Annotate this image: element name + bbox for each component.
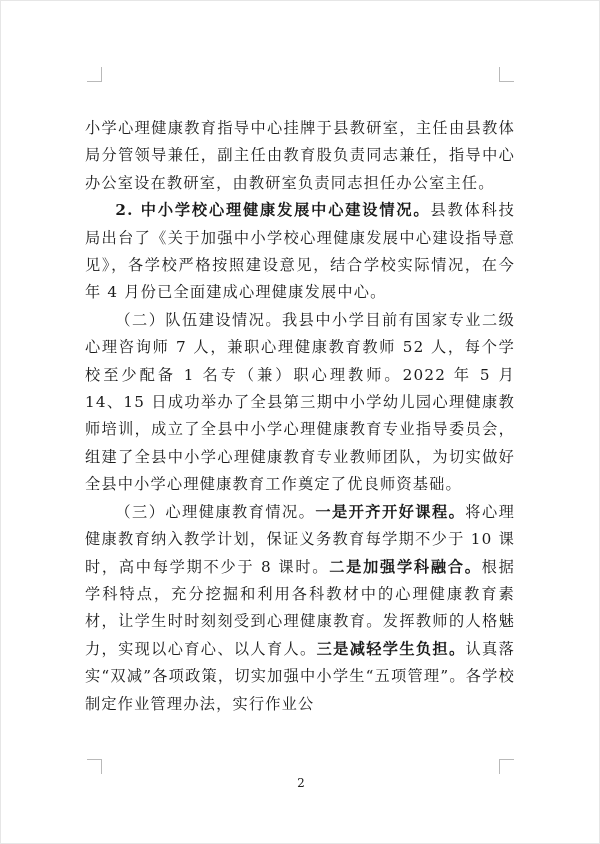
bold-heading: 三是减轻学生负担。 [316, 639, 466, 658]
bold-heading: 二是加强学科融合。 [329, 557, 482, 576]
bold-heading: 一是开齐开好课程。 [315, 502, 466, 521]
section-heading: （二）队伍建设情况。 [115, 310, 283, 329]
crop-mark-top-left [87, 67, 102, 82]
text-run: 我县中小学目前有国家专业二级心理咨询师 7 人，兼职心理健康教育教师 52 人，每个学校至少配备 1 名专（兼）职心理教师。2022 年 5 月 14、15 日成功举办了全县第三期中小学幼儿园心理健康教师培训，成立了全县中小学心理健康教育专业指导委员会，组建了全县中小学心理健康教育专业教师团队，为切实做好全县中小学心理健康教育工作奠定了优良师资基础。 [85, 310, 515, 494]
text-run: 县教体科技局出台了《关于加强中小学校心理健康发展中心建设指导意见》，各学校严格按照建设意见，结合学校实际情况，在今年 4 月份已全面建成心理健康发展中心。 [85, 201, 515, 302]
bold-heading: 2. 中小学校心理健康发展中心建设情况。 [115, 201, 431, 220]
crop-mark-bottom-left [87, 759, 102, 774]
body-text [85, 115, 515, 718]
crop-mark-bottom-right [499, 759, 514, 774]
paragraph-1 [85, 115, 515, 197]
paragraph-3 [85, 307, 515, 499]
text-run: 认真落实“双减”各项政策，切实加强中小学生“五项管理”。各学校制定作业管理办法，实行作业公 [85, 639, 515, 713]
section-heading: （三）心理健康教育情况。 [115, 502, 316, 521]
text-run: 将心理健康教育纳入教学计划，保证义务教育每学期不少于 10 课时，高中每学期不少于 8 课时。 [85, 502, 515, 576]
crop-mark-top-right [499, 67, 514, 82]
paragraph-4 [85, 499, 515, 718]
paragraph-2 [85, 197, 515, 307]
page-number: 2 [297, 776, 305, 790]
text-run: 根据学科特点，充分挖掘和利用各科教材中的心理健康教育素材，让学生时时刻刻受到心理健康教育。发挥教师的人格魅力，实现以心育心、以人育人。 [85, 557, 515, 658]
text-run: 小学心理健康教育指导中心挂牌于县教研室，主任由县教体局分管领导兼任，副主任由教育股负责同志兼任，指导中心办公室设在教研室，由教研室负责同志担任办公室主任。 [85, 119, 515, 192]
